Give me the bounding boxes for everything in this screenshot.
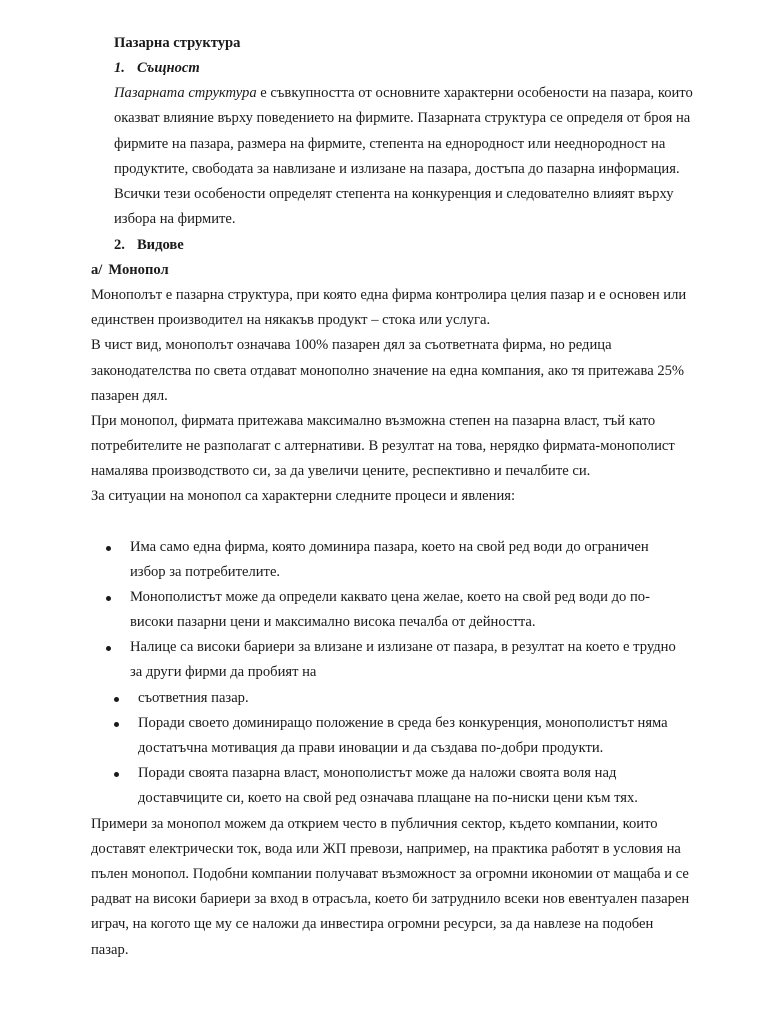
monopoly-line-2: единствен производител на някакъв продукт – стока или услуга. [91, 312, 491, 328]
essence-line-1 [114, 84, 693, 102]
essence-line-3: фирмите на пазара, размера на фирмите, степента на еднородност или нееднородност на [114, 136, 666, 152]
monopoly-line-9: За ситуации на монопол са характерни следните процеси и явления: [91, 488, 516, 504]
list-item-line: достатъчна мотивация да прави иновации и да създава по-добри продукти. [138, 740, 604, 756]
bullet-dot-icon [114, 772, 119, 777]
section-1-title: Същност [136, 60, 200, 76]
monopoly-line-3: В чист вид, монополът означава 100% пазарен дял за съответната фирма, но редица [91, 337, 612, 353]
essence-line-5: Всички тези особености определят степента на конкуренция и следователно влияят върху [114, 186, 674, 202]
monopoly-title: Монопол [108, 262, 169, 278]
monopoly-line-5: пазарен дял. [91, 388, 168, 404]
list-item-line: съответния пазар. [138, 690, 249, 706]
essence-line-6: избора на фирмите. [114, 211, 236, 227]
monopoly-line-6: При монопол, фирмата притежава максимално възможна степен на пазарна власт, тъй като [91, 413, 656, 429]
section-2-title: Видове [136, 237, 184, 253]
examples-line-1: Примери за монопол можем да открием често в публичния сектор, където компании, които [91, 816, 658, 832]
bullet-dot-icon [114, 722, 119, 727]
list-item-line: за други фирми да пробият на [130, 664, 317, 680]
examples-line-2: доставят електрически ток, вода или ЖП превози, например, на практика работят в условия на [91, 841, 681, 857]
examples-line-5: играч, на когото ще му се наложи да инвестира огромни ресурси, за да навлезе на подобен [91, 916, 654, 932]
monopoly-label: а/ [91, 262, 103, 278]
essence-line-2: оказват влияние върху поведението на фирмите. Пазарната структура се определя от броя на [114, 110, 691, 126]
bullet-dot-icon [106, 646, 111, 651]
examples-line-4: радват на високи бариери за вход в отрасъла, което би затруднило всеки нов евентуален пазарен [91, 891, 690, 907]
essence-line-4: продуктите, свободата за навлизане и излизане на пазара, достъпа до пазарна информация. [114, 161, 680, 177]
section-2-number: 2. [114, 237, 125, 253]
bullet-dot-icon [114, 697, 119, 702]
monopoly-line-4: законодателства по света отдават монополно значение на една компания, ако тя притежава 25% [91, 363, 685, 379]
list-item-line: Поради своята пазарна власт, монополистът може да наложи своята воля над [138, 765, 617, 781]
monopoly-heading [91, 261, 169, 279]
list-item-line: Монополистът може да определи каквато цена желае, което на свой ред води до по- [130, 589, 650, 605]
monopoly-line-1: Монополът е пазарна структура, при която една фирма контролира целия пазар и е основен или [91, 287, 687, 303]
bullet-dot-icon [106, 596, 111, 601]
monopoly-line-8: намалява производството си, за да увеличи цените, респективно и печалбите си. [91, 463, 591, 479]
document-title: Пазарна структура [114, 35, 241, 51]
examples-line-3: пълен монопол. Подобни компании получават възможност за огромни икономии от мащаба и се [91, 866, 689, 882]
examples-line-6: пазар. [91, 942, 129, 958]
monopoly-line-7: потребителите не разполагат с алтернативи. В резултат на това, нерядко фирмата-монополист [91, 438, 675, 454]
essence-line-1-text: е съвкупността от основните характерни особености на пазара, които [256, 85, 693, 101]
essence-term: Пазарната структура [114, 85, 257, 101]
section-1-number: 1. [114, 60, 125, 76]
list-item-line: Налице са високи бариери за влизане и излизане от пазара, в резултат на което е трудно [130, 639, 676, 655]
list-item-line: високи пазарни цени и максимално висока печалба от дейността. [130, 614, 536, 630]
list-item-line: Поради своето доминиращо положение в среда без конкуренция, монополистът няма [138, 715, 668, 731]
bullet-dot-icon [106, 546, 111, 551]
section-1-heading [114, 59, 200, 77]
list-item-line: доставчиците си, което на свой ред означава плащане на по-ниски цени към тях. [138, 790, 638, 806]
list-item-line: Има само една фирма, която доминира пазара, което на свой ред води до ограничен [130, 539, 649, 555]
section-2-heading [114, 236, 184, 254]
list-item-line: избор за потребителите. [130, 564, 281, 580]
